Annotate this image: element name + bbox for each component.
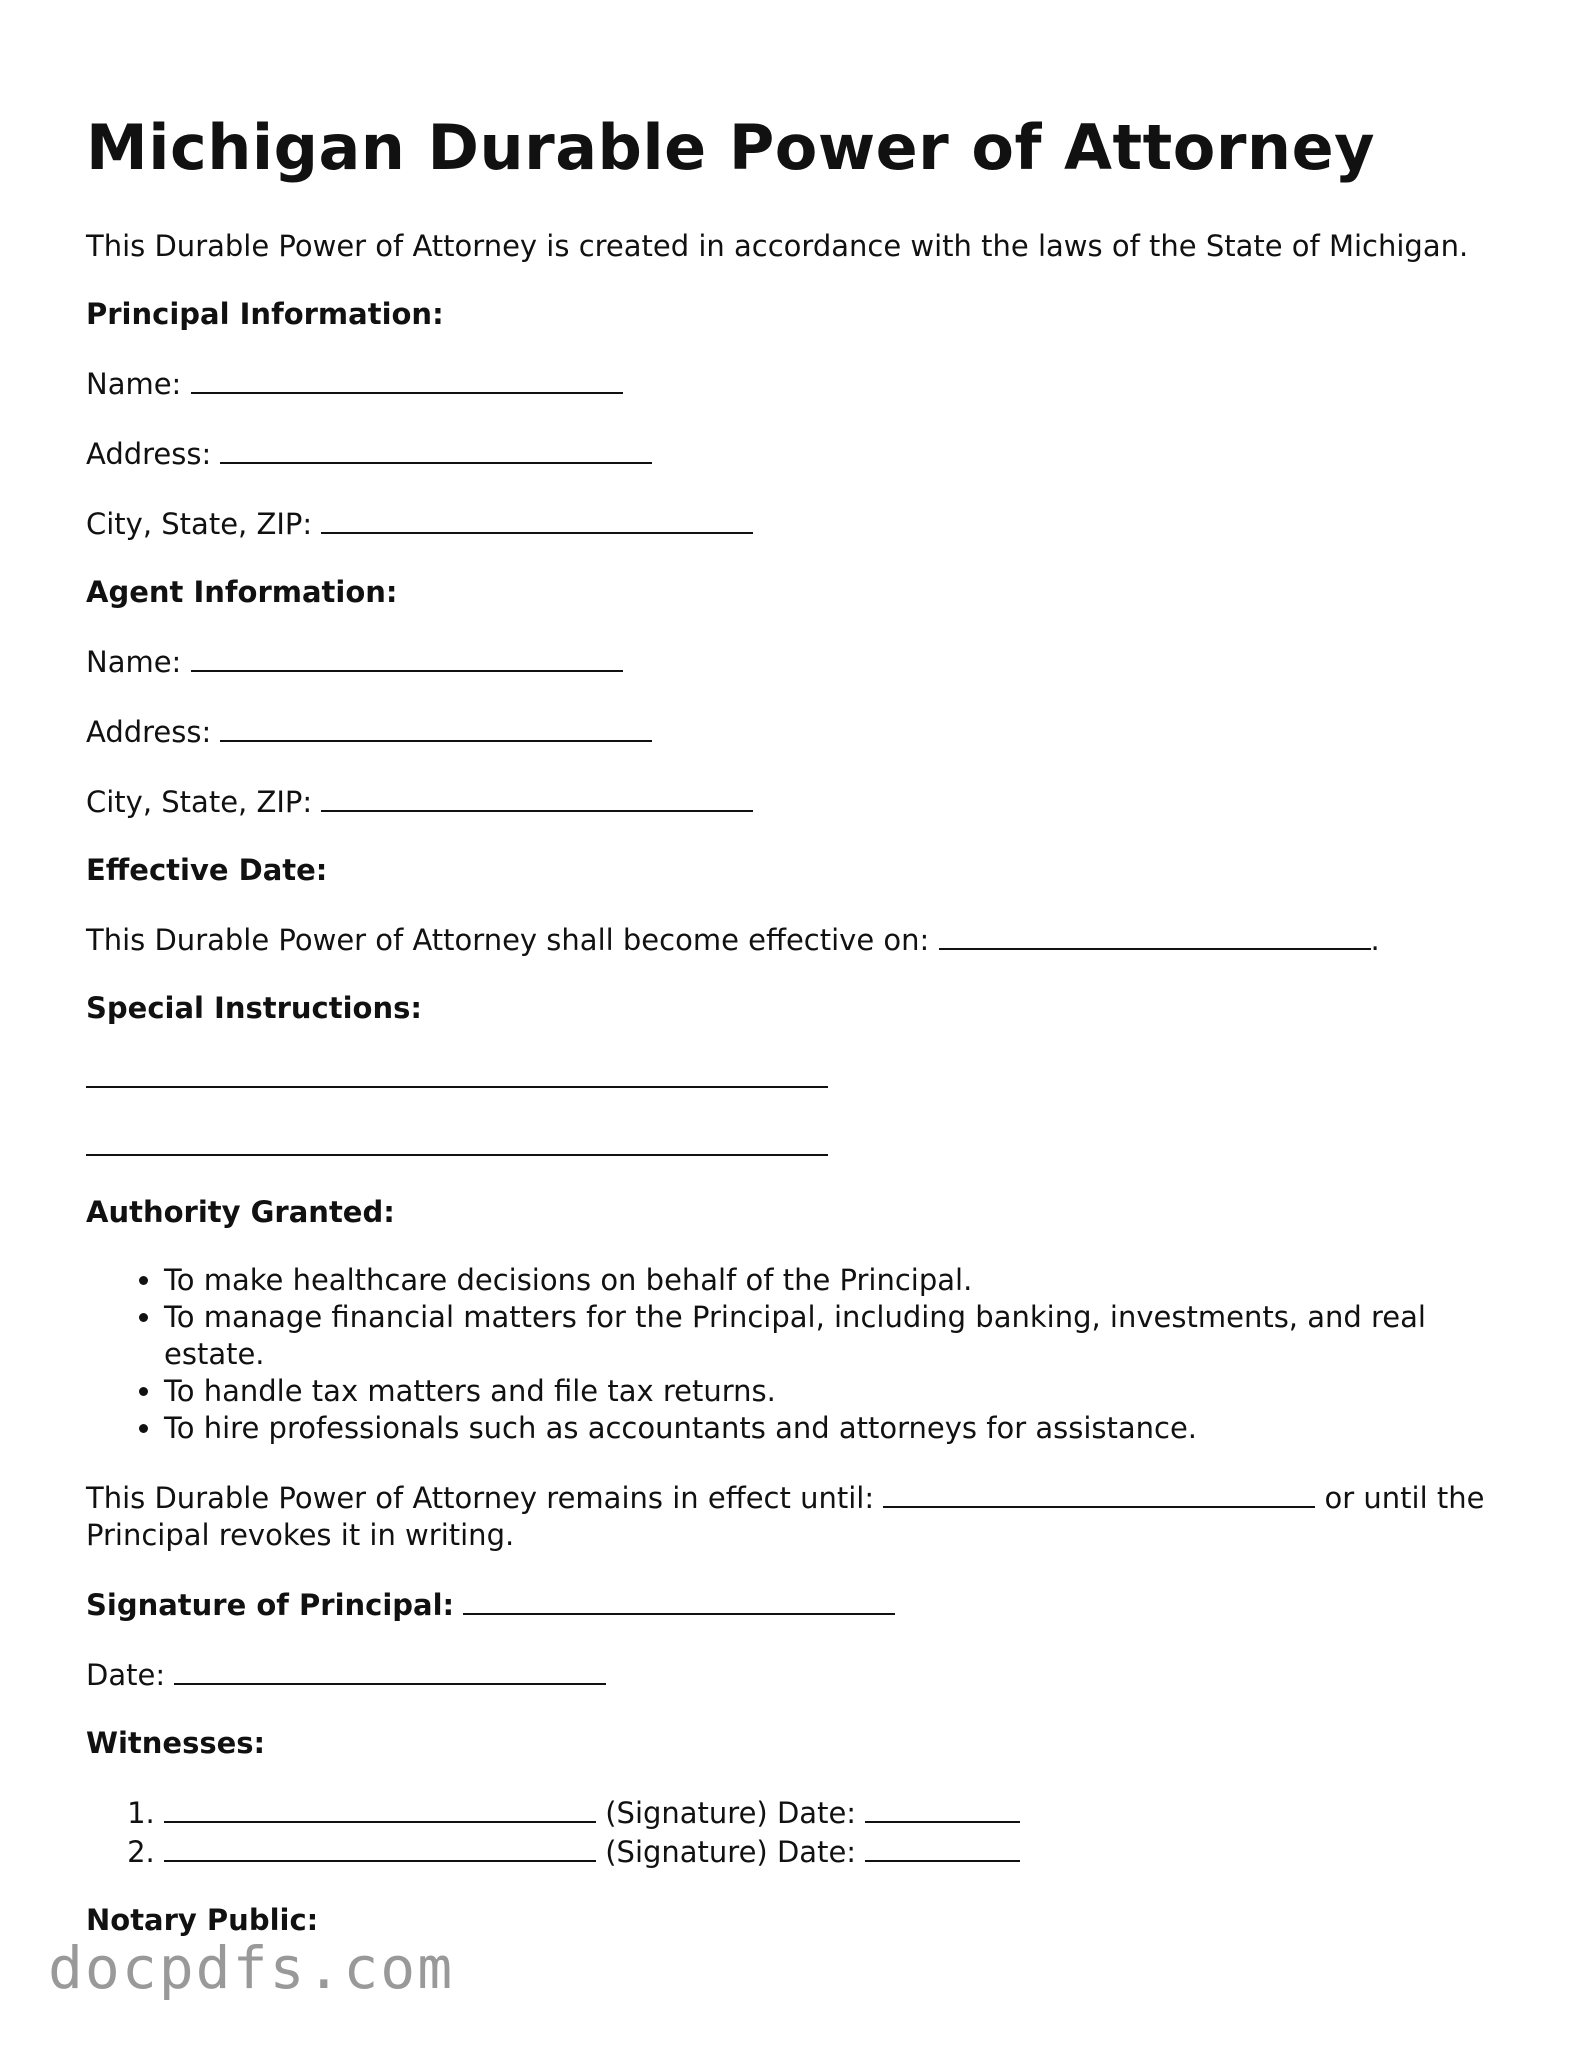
agent-name-blank[interactable] (191, 642, 623, 672)
signature-date-blank[interactable] (174, 1655, 606, 1685)
principal-name-label: Name: (86, 367, 182, 401)
special-instructions-blank-1[interactable] (86, 1058, 828, 1088)
document-title: Michigan Durable Power of Attorney (86, 111, 1376, 184)
principal-city-blank[interactable] (321, 504, 753, 534)
principal-address-blank[interactable] (220, 434, 652, 464)
authority-item: • To handle tax matters and file tax returns. (164, 1373, 1486, 1410)
duration-paragraph (86, 1478, 1486, 1554)
document-page (86, 108, 1486, 1970)
duration-blank[interactable] (883, 1478, 1315, 1508)
agent-address-label: Address: (86, 715, 212, 749)
witness-item (164, 1793, 1486, 1832)
principal-signature-field (86, 1585, 1486, 1624)
agent-city-label: City, State, ZIP: (86, 785, 313, 819)
principal-signature-blank[interactable] (463, 1585, 895, 1615)
principal-city-label: City, State, ZIP: (86, 507, 313, 541)
principal-city-field (86, 504, 1486, 543)
agent-city-blank[interactable] (321, 782, 753, 812)
authority-heading: Authority Granted: (86, 1195, 395, 1229)
agent-name-field (86, 642, 1486, 681)
witness-2-signature-text: (Signature) Date: (605, 1835, 857, 1869)
notary-heading: Notary Public: (86, 1903, 319, 1937)
witness-2-signature-blank[interactable] (164, 1832, 596, 1862)
principal-name-blank[interactable] (191, 364, 623, 394)
effective-date-text: This Durable Power of Attorney shall become effective on: (86, 923, 930, 957)
authority-item: • To manage financial matters for the Principal, including banking, investments, and real estate. (164, 1299, 1486, 1373)
authority-item: • To make healthcare decisions on behalf of the Principal. (164, 1262, 1486, 1299)
special-instructions-blank-2[interactable] (86, 1126, 828, 1156)
principal-address-field (86, 434, 1486, 473)
watermark-logo: docpdfs.com (48, 1934, 455, 2002)
witness-2-date-blank[interactable] (865, 1832, 1020, 1862)
duration-suffix: or until the Principal revokes it in writing. (86, 1481, 1485, 1552)
authority-item: • To hire professionals such as accountants and attorneys for assistance. (164, 1410, 1486, 1447)
principal-heading: Principal Information: (86, 297, 444, 331)
intro-paragraph: This Durable Power of Attorney is created in accordance with the laws of the State of Michigan. (86, 229, 1469, 263)
agent-heading: Agent Information: (86, 575, 398, 609)
duration-prefix: This Durable Power of Attorney remains in effect until: (86, 1481, 875, 1515)
special-instructions-heading: Special Instructions: (86, 991, 422, 1025)
agent-address-blank[interactable] (220, 712, 652, 742)
witness-1-signature-blank[interactable] (164, 1793, 596, 1823)
special-instructions-line-2[interactable] (86, 1126, 1486, 1163)
effective-date-blank[interactable] (939, 920, 1371, 950)
witness-list (86, 1793, 1486, 1871)
authority-list (86, 1262, 1486, 1447)
principal-name-field (86, 364, 1486, 403)
effective-date-period: . (1370, 923, 1380, 957)
effective-date-field (86, 920, 1486, 959)
witnesses-heading: Witnesses: (86, 1726, 266, 1760)
agent-name-label: Name: (86, 645, 182, 679)
witness-1-signature-text: (Signature) Date: (605, 1796, 857, 1830)
witness-1-date-blank[interactable] (865, 1793, 1020, 1823)
agent-city-field (86, 782, 1486, 821)
principal-signature-label: Signature of Principal: (86, 1588, 455, 1622)
witness-item (164, 1832, 1486, 1871)
agent-address-field (86, 712, 1486, 751)
principal-address-label: Address: (86, 437, 212, 471)
signature-date-label: Date: (86, 1658, 166, 1692)
effective-date-heading: Effective Date: (86, 853, 328, 887)
signature-date-field (86, 1655, 1486, 1694)
special-instructions-line-1[interactable] (86, 1058, 1486, 1095)
